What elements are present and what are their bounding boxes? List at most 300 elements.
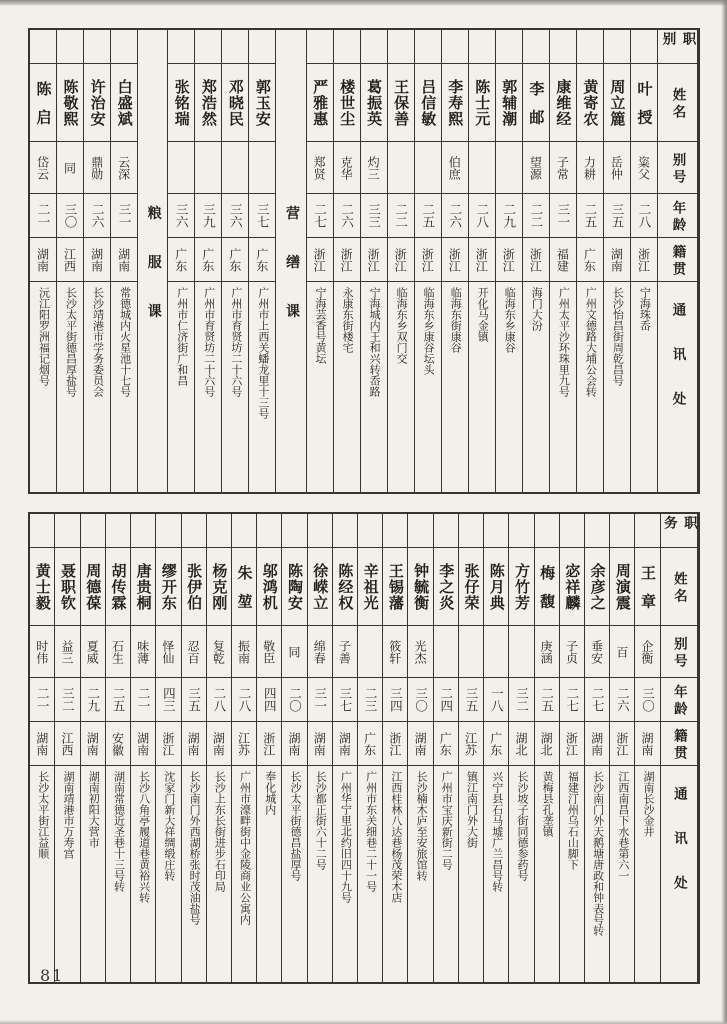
contact-text: 海门大汾 [530, 287, 543, 331]
alias-cell [560, 626, 584, 678]
name-cell [361, 64, 387, 142]
age-text: 三〇 [413, 687, 428, 712]
contact-cell [195, 282, 221, 492]
contact-text: 江西南昌下水巷第六一 [616, 771, 629, 881]
alias-cell [257, 626, 281, 678]
name-cell [106, 548, 130, 626]
age-cell [308, 678, 332, 722]
category-cell [333, 514, 357, 548]
origin-text: 广东 [362, 731, 377, 756]
contact-text: 开化马金镇 [476, 287, 489, 342]
age-cell [55, 678, 79, 722]
person-column [249, 30, 276, 492]
person-column [81, 514, 106, 982]
origin-text: 福建 [555, 247, 570, 272]
age-cell [106, 678, 130, 722]
origin-text: 湖南 [337, 731, 352, 756]
contact-text: 奉化城内 [263, 771, 276, 815]
alias-cell [168, 142, 194, 194]
header-age-label: 年龄 [670, 200, 686, 234]
name-cell [358, 548, 382, 626]
alias-cell [307, 142, 333, 194]
age-cell [469, 194, 495, 238]
name-text: 郑浩然 [199, 78, 216, 127]
category-cell [408, 514, 432, 548]
contact-cell [182, 766, 206, 982]
origin-text: 湖南 [286, 731, 301, 756]
alias-cell [388, 142, 414, 194]
alias-cell [415, 142, 441, 194]
alias-text: 敬臣 [261, 639, 276, 664]
category-cell [207, 514, 231, 548]
name-cell [168, 64, 194, 142]
contact-text: 长沙靖港市学务委员会 [91, 287, 104, 397]
age-cell [585, 678, 609, 722]
alias-cell [459, 626, 483, 678]
header-category-cell [661, 514, 697, 548]
person-column [635, 514, 660, 982]
section-column [138, 30, 168, 492]
origin-text: 浙江 [474, 247, 489, 272]
contact-text: 长沙楠木庐至安旅馆转 [415, 771, 428, 881]
origin-cell [469, 238, 495, 282]
age-text: 二三 [363, 687, 378, 712]
page-number: 81 [40, 966, 65, 985]
person-column [195, 30, 222, 492]
contact-cell [30, 766, 54, 982]
age-text: 二七 [564, 687, 579, 712]
contact-cell [459, 766, 483, 982]
name-cell [249, 64, 275, 142]
person-column [523, 30, 550, 492]
age-text: 三五 [186, 687, 201, 712]
name-cell [484, 548, 508, 626]
person-column [469, 30, 496, 492]
age-cell [535, 678, 559, 722]
origin-text: 湖南 [640, 731, 655, 756]
origin-text: 湖南 [135, 731, 150, 756]
origin-text: 广东 [227, 247, 242, 272]
name-text: 周演震 [613, 562, 630, 611]
name-text: 邓晓民 [226, 78, 243, 127]
alias-cell [81, 626, 105, 678]
origin-cell [635, 722, 659, 766]
age-text: 二八 [211, 687, 226, 712]
contact-cell [111, 282, 137, 492]
origin-text: 湖南 [589, 731, 604, 756]
name-text: 黄士毅 [33, 562, 50, 611]
alias-text: 克华 [339, 155, 354, 180]
age-text: 四四 [262, 687, 277, 712]
origin-cell [550, 238, 576, 282]
header-age-label: 年龄 [671, 684, 687, 718]
name-text: 楼世尘 [338, 78, 355, 127]
alias-cell [442, 142, 468, 194]
alias-text: 云深 [116, 155, 131, 180]
age-text: 二五 [110, 687, 125, 712]
contact-text: 广州市东关细巷二十一号 [364, 771, 377, 892]
name-text: 王章 [639, 564, 656, 622]
contact-cell [610, 766, 634, 982]
category-cell [131, 514, 155, 548]
alias-text: 鼎勋 [89, 155, 104, 180]
header-column [658, 30, 698, 492]
category-cell [604, 30, 630, 64]
name-text: 宓祥麟 [563, 562, 580, 611]
alias-cell [550, 142, 576, 194]
origin-cell [55, 722, 79, 766]
person-column [232, 514, 257, 982]
name-cell [222, 64, 248, 142]
origin-cell [408, 722, 432, 766]
name-text: 陈经权 [336, 562, 353, 611]
origin-text: 湖南 [35, 247, 50, 272]
contact-text: 镇江南门外大街 [465, 771, 478, 848]
name-text: 杨克刚 [210, 562, 227, 611]
name-text: 胡传霖 [109, 562, 126, 611]
alias-text: 岳仲 [609, 155, 624, 180]
alias-cell [523, 142, 549, 194]
age-text: 二四 [438, 687, 453, 712]
name-cell [308, 548, 332, 626]
name-text: 邬鸿机 [260, 562, 277, 611]
scan-edge-top [0, 0, 727, 6]
header-contact-label: 通讯处 [671, 786, 687, 921]
contact-cell [257, 766, 281, 982]
alias-cell [383, 626, 407, 678]
category-cell [459, 514, 483, 548]
name-cell [560, 548, 584, 626]
age-cell [30, 194, 56, 238]
header-column [661, 514, 698, 982]
name-text: 张仔荣 [462, 562, 479, 611]
age-cell [635, 678, 659, 722]
contact-text: 宁海城内王和兴转岙路 [368, 287, 381, 397]
person-column [560, 514, 585, 982]
contact-cell [334, 282, 360, 492]
alias-cell [249, 142, 275, 194]
contact-cell [249, 282, 275, 492]
name-cell [81, 548, 105, 626]
contact-text: 湖南常德近圣巷十三号转 [112, 771, 125, 892]
name-cell [509, 548, 533, 626]
age-cell [249, 194, 275, 238]
origin-text: 广东 [582, 247, 597, 272]
age-cell [631, 194, 657, 238]
origin-cell [585, 722, 609, 766]
age-text: 二八 [636, 203, 651, 228]
alias-cell [195, 142, 221, 194]
alias-text: 庚涵 [539, 639, 554, 664]
age-text: 二五 [539, 687, 554, 712]
alias-cell [232, 626, 256, 678]
age-cell [207, 678, 231, 722]
category-cell [334, 30, 360, 64]
name-cell [442, 64, 468, 142]
age-cell [550, 194, 576, 238]
age-cell [84, 194, 110, 238]
category-cell [84, 30, 110, 64]
header-age-cell [661, 678, 697, 722]
person-column [282, 514, 307, 982]
age-cell [81, 678, 105, 722]
age-cell [307, 194, 333, 238]
person-column [222, 30, 249, 492]
category-cell [282, 514, 306, 548]
person-column [383, 514, 408, 982]
category-cell [610, 514, 634, 548]
alias-cell [55, 626, 79, 678]
alias-text: 粢父 [636, 155, 651, 180]
contact-text: 临海东乡双门交 [395, 287, 408, 364]
age-cell [168, 194, 194, 238]
name-text: 张伊伯 [185, 562, 202, 611]
age-cell [358, 678, 382, 722]
alias-text: 岱云 [35, 155, 50, 180]
name-cell [334, 64, 360, 142]
origin-cell [509, 722, 533, 766]
name-text: 余彦之 [588, 562, 605, 611]
alias-text: 怿仙 [160, 639, 175, 664]
alias-text: 益三 [60, 639, 75, 664]
name-cell [207, 548, 231, 626]
person-column [361, 30, 388, 492]
origin-text: 湖南 [211, 731, 226, 756]
header-name-cell [658, 64, 697, 142]
name-text: 李寿熙 [446, 78, 463, 127]
category-cell [30, 514, 54, 548]
name-cell [282, 548, 306, 626]
category-cell [222, 30, 248, 64]
contact-cell [604, 282, 630, 492]
alias-text: 企衡 [640, 639, 655, 664]
age-text: 二六 [615, 687, 630, 712]
contact-cell [383, 766, 407, 982]
origin-text: 湖南 [89, 247, 104, 272]
person-column [585, 514, 610, 982]
origin-cell [307, 238, 333, 282]
origin-cell [604, 238, 630, 282]
contact-text: 沈家门新大祥绸缎庄转 [162, 771, 175, 881]
category-cell [442, 30, 468, 64]
name-cell [496, 64, 522, 142]
contact-cell [282, 766, 306, 982]
header-origin-cell [661, 722, 697, 766]
name-cell [55, 548, 79, 626]
age-text: 三一 [312, 687, 327, 712]
age-cell [459, 678, 483, 722]
name-text: 唐贵桐 [134, 562, 151, 611]
person-column [509, 514, 534, 982]
origin-cell [57, 238, 83, 282]
age-cell [30, 678, 54, 722]
alias-cell [585, 626, 609, 678]
contact-text: 长沙太平街德昌厚盐号 [64, 287, 77, 397]
category-cell [509, 514, 533, 548]
contact-cell [577, 282, 603, 492]
contact-text: 长沙都正街六十二号 [314, 771, 327, 870]
alias-cell [30, 626, 54, 678]
age-text: 二九 [501, 203, 516, 228]
origin-cell [459, 722, 483, 766]
age-cell [111, 194, 137, 238]
alias-text: 复乾 [211, 639, 226, 664]
name-text: 缪开东 [159, 562, 176, 611]
age-cell [361, 194, 387, 238]
origin-cell [535, 722, 559, 766]
person-column [131, 514, 156, 982]
name-text: 陈陶安 [285, 562, 302, 611]
person-column [30, 30, 57, 492]
name-text: 方竹芳 [512, 562, 529, 611]
category-cell [388, 30, 414, 64]
origin-text: 广东 [254, 247, 269, 272]
origin-cell [222, 238, 248, 282]
category-cell [249, 30, 275, 64]
person-column [415, 30, 442, 492]
age-text: 四三 [161, 687, 176, 712]
name-text: 黄寄农 [581, 78, 598, 127]
person-column [388, 30, 415, 492]
alias-cell [604, 142, 630, 194]
name-cell [111, 64, 137, 142]
alias-cell [222, 142, 248, 194]
contact-cell [232, 766, 256, 982]
name-text: 王保善 [392, 78, 409, 127]
name-cell [257, 548, 281, 626]
age-text: 三二 [60, 687, 75, 712]
origin-cell [415, 238, 441, 282]
age-cell [182, 678, 206, 722]
age-text: 二一 [36, 203, 50, 228]
category-cell [496, 30, 522, 64]
alias-text: 振南 [236, 639, 251, 664]
origin-cell [496, 238, 522, 282]
roster-table-bottom [28, 512, 700, 984]
contact-text: 福建汀州乌石山脚下 [566, 771, 579, 870]
age-text: 二二 [393, 203, 408, 228]
origin-cell [560, 722, 584, 766]
alias-cell [131, 626, 155, 678]
contact-cell [442, 282, 468, 492]
contact-cell [560, 766, 584, 982]
contact-text: 广州市濠畔街中金陵商业公寓内 [238, 771, 251, 925]
origin-text: 江西 [60, 731, 75, 756]
contact-text: 黄梅县孔垄镇 [541, 771, 554, 837]
age-text: 三六 [174, 203, 189, 228]
alias-text: 伯庶 [447, 155, 462, 180]
contact-text: 广州市育贤坊二十六号 [229, 287, 242, 397]
origin-cell [106, 722, 130, 766]
alias-text: 百 [614, 645, 629, 658]
alias-text: 灼三 [366, 155, 381, 180]
name-cell [635, 548, 659, 626]
origin-cell [308, 722, 332, 766]
header-name-cell [661, 548, 697, 626]
person-column [182, 514, 207, 982]
origin-cell [383, 722, 407, 766]
alias-text: 郑贤 [312, 155, 327, 180]
alias-text: 时伟 [34, 639, 49, 664]
contact-text: 兴宁县石马墟广兰昌号转 [490, 771, 503, 892]
age-text: 二五 [420, 203, 435, 228]
category-cell [182, 514, 206, 548]
contact-cell [168, 282, 194, 492]
contact-cell [358, 766, 382, 982]
category-cell [358, 514, 382, 548]
person-column [307, 30, 334, 492]
name-cell [182, 548, 206, 626]
name-text: 周立簏 [608, 78, 625, 127]
origin-text: 湖南 [116, 247, 131, 272]
origin-text: 江苏 [236, 731, 251, 756]
age-text: 三五 [464, 687, 479, 712]
age-text: 二九 [85, 687, 100, 712]
name-cell [469, 64, 495, 142]
contact-cell [496, 282, 522, 492]
contact-cell [55, 766, 79, 982]
origin-cell [434, 722, 458, 766]
person-column [57, 30, 84, 492]
name-cell [535, 548, 559, 626]
age-cell [610, 678, 634, 722]
alias-cell [577, 142, 603, 194]
person-column [434, 514, 459, 982]
person-column [631, 30, 658, 492]
alias-text: 同 [286, 645, 301, 658]
age-cell [57, 194, 83, 238]
contact-text: 临海东街康谷 [449, 287, 462, 353]
alias-cell [84, 142, 110, 194]
header-name-label: 姓名 [671, 571, 687, 605]
category-cell [631, 30, 657, 64]
roster-table-top [28, 28, 700, 494]
name-cell [434, 548, 458, 626]
origin-cell [156, 722, 180, 766]
age-cell [434, 678, 458, 722]
origin-text: 广东 [488, 731, 503, 756]
origin-text: 湖南 [85, 731, 100, 756]
contact-text: 临海东乡康谷坛头 [422, 287, 435, 375]
contact-cell [388, 282, 414, 492]
name-text: 许治安 [88, 78, 105, 127]
name-cell [383, 548, 407, 626]
name-text: 朱堃 [235, 564, 252, 622]
origin-text: 浙江 [387, 731, 402, 756]
name-cell [307, 64, 333, 142]
alias-cell [509, 626, 533, 678]
contact-text: 江西桂林八达巷杨茂荣木店 [389, 771, 402, 903]
alias-cell [333, 626, 357, 678]
origin-text: 安徽 [110, 731, 125, 756]
contact-cell [484, 766, 508, 982]
age-text: 二六 [447, 203, 462, 228]
contact-cell [307, 282, 333, 492]
age-cell [222, 194, 248, 238]
person-column [156, 514, 181, 982]
age-text: 二八 [237, 687, 252, 712]
age-cell [232, 678, 256, 722]
person-column [535, 514, 560, 982]
origin-text: 江西 [62, 247, 77, 272]
alias-cell [30, 142, 56, 194]
contact-text: 长沙上东长街进步石印局 [213, 771, 226, 892]
category-cell [308, 514, 332, 548]
name-cell [577, 64, 603, 142]
category-cell [469, 30, 495, 64]
alias-cell [484, 626, 508, 678]
contact-cell [57, 282, 83, 492]
